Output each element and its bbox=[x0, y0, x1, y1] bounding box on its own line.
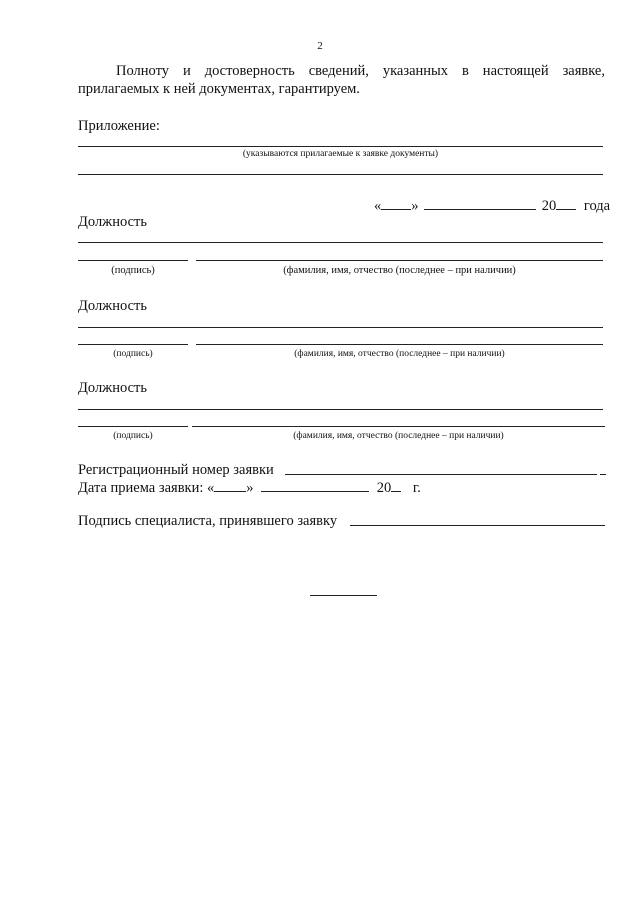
position-line-1[interactable] bbox=[78, 242, 603, 243]
attachment-line-2[interactable] bbox=[78, 174, 603, 175]
attachment-label: Приложение: bbox=[78, 118, 160, 134]
name-caption-3: (фамилия, имя, отчество (последнее – при наличии) bbox=[293, 431, 504, 441]
receipt-open-quote: « bbox=[207, 480, 215, 496]
date-close-quote: » bbox=[411, 198, 419, 214]
signature-line-3[interactable] bbox=[78, 426, 188, 427]
name-caption-1: (фамилия, имя, отчество (последнее – при наличии) bbox=[283, 265, 516, 276]
registration-number-label: Регистрационный номер заявки bbox=[78, 462, 274, 478]
date-line bbox=[374, 196, 610, 215]
name-line-3[interactable] bbox=[192, 426, 605, 427]
signature-line-1[interactable] bbox=[78, 260, 188, 261]
position-label-1: Должность bbox=[78, 214, 147, 230]
specialist-signature-label: Подпись специалиста, принявшего заявку bbox=[78, 513, 338, 529]
date-open-quote: « bbox=[374, 198, 382, 214]
signature-caption-3: (подпись) bbox=[113, 431, 153, 441]
position-line-3[interactable] bbox=[78, 409, 603, 410]
receipt-year-prefix: 20 bbox=[376, 480, 392, 496]
date-year-blank[interactable] bbox=[556, 196, 576, 210]
receipt-month-blank[interactable] bbox=[261, 478, 369, 492]
receipt-year-blank[interactable] bbox=[391, 478, 401, 492]
receipt-year-suffix: г. bbox=[412, 480, 421, 496]
name-caption-2: (фамилия, имя, отчество (последнее – при наличии) bbox=[294, 349, 505, 359]
guarantee-text-line1: Полноту и достоверность сведений, указанных в настоящей заявке, bbox=[116, 63, 605, 79]
signature-line-2[interactable] bbox=[78, 344, 188, 345]
date-year-suffix: года bbox=[583, 198, 611, 214]
name-line-2[interactable] bbox=[196, 344, 603, 345]
signature-caption-1: (подпись) bbox=[111, 265, 155, 276]
receipt-date-label: Дата приема заявки: bbox=[78, 480, 204, 496]
registration-number-line-tail bbox=[600, 474, 606, 475]
receipt-date-line bbox=[78, 478, 421, 497]
closing-rule bbox=[310, 595, 377, 596]
position-label-3: Должность bbox=[78, 380, 147, 396]
date-month-blank[interactable] bbox=[424, 196, 536, 210]
date-day-blank[interactable] bbox=[381, 196, 411, 210]
specialist-signature-line[interactable] bbox=[350, 525, 605, 526]
attachment-caption: (указываются прилагаемые к заявке документы) bbox=[242, 149, 439, 159]
guarantee-text-line2: прилагаемых к ней документах, гарантируем. bbox=[78, 81, 360, 97]
name-line-1[interactable] bbox=[196, 260, 603, 261]
receipt-close-quote: » bbox=[246, 480, 254, 496]
receipt-day-blank[interactable] bbox=[214, 478, 246, 492]
position-label-2: Должность bbox=[78, 298, 147, 314]
date-year-prefix: 20 bbox=[541, 198, 557, 214]
attachment-line-1[interactable] bbox=[78, 146, 603, 147]
signature-caption-2: (подпись) bbox=[113, 349, 153, 359]
registration-number-line[interactable] bbox=[285, 474, 597, 475]
position-line-2[interactable] bbox=[78, 327, 603, 328]
page-number: 2 bbox=[317, 40, 323, 52]
